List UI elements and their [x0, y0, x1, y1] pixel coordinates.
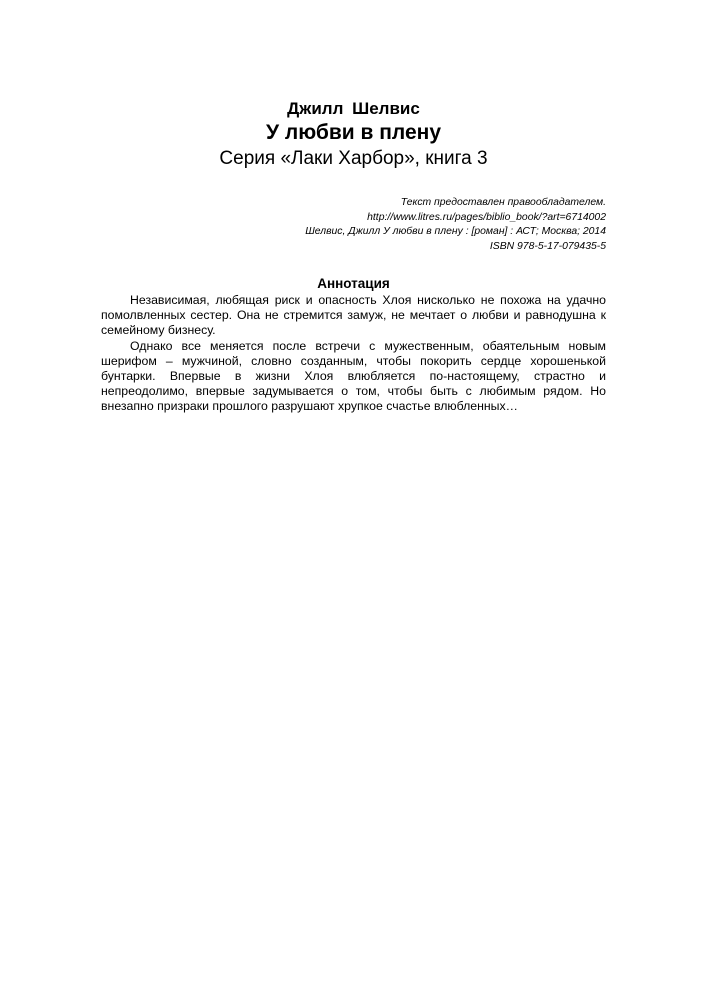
rights-notice: Текст предоставлен правообладателем.	[400, 197, 606, 208]
book-title: У любви в плену	[265, 121, 442, 144]
title-block	[0, 98, 707, 172]
series-line: Серия «Лаки Харбор», книга 3	[219, 148, 488, 169]
source-url: http://www.litres.ru/pages/biblio_book/?art=6714002	[367, 211, 606, 223]
annotation-paragraph: Независимая, любящая риск и опасность Хлоя нисколько не похожа на удачно помолвленных сестер. Она не стремится замуж, не мечтает о любви и равнодушна к семейному бизнесу.	[101, 293, 606, 338]
annotation-paragraph: Однако все меняется после встречи с мужественным, обаятельным новым шерифом – мужчиной, словно созданным, чтобы покорить сердце хорошенькой бунтарки. Впервые в жизни Хлоя влюбляется по-настоящему, страстно и непреодолимо, впервые задумывается о том, чтобы быть с любимым рядом. Но внезапно призраки прошлого разрушают хрупкое счастье влюбленных…	[101, 338, 606, 414]
annotation-body	[101, 293, 606, 415]
bibliographic-citation: Шелвис, Джилл У любви в плену : [роман] : АСТ; Москва; 2014	[305, 226, 606, 238]
author-name: Джилл Шелвис	[287, 99, 420, 118]
annotation-heading: Аннотация	[317, 276, 390, 291]
isbn: ISBN 978-5-17-079435-5	[489, 241, 606, 253]
publication-meta	[305, 196, 606, 255]
